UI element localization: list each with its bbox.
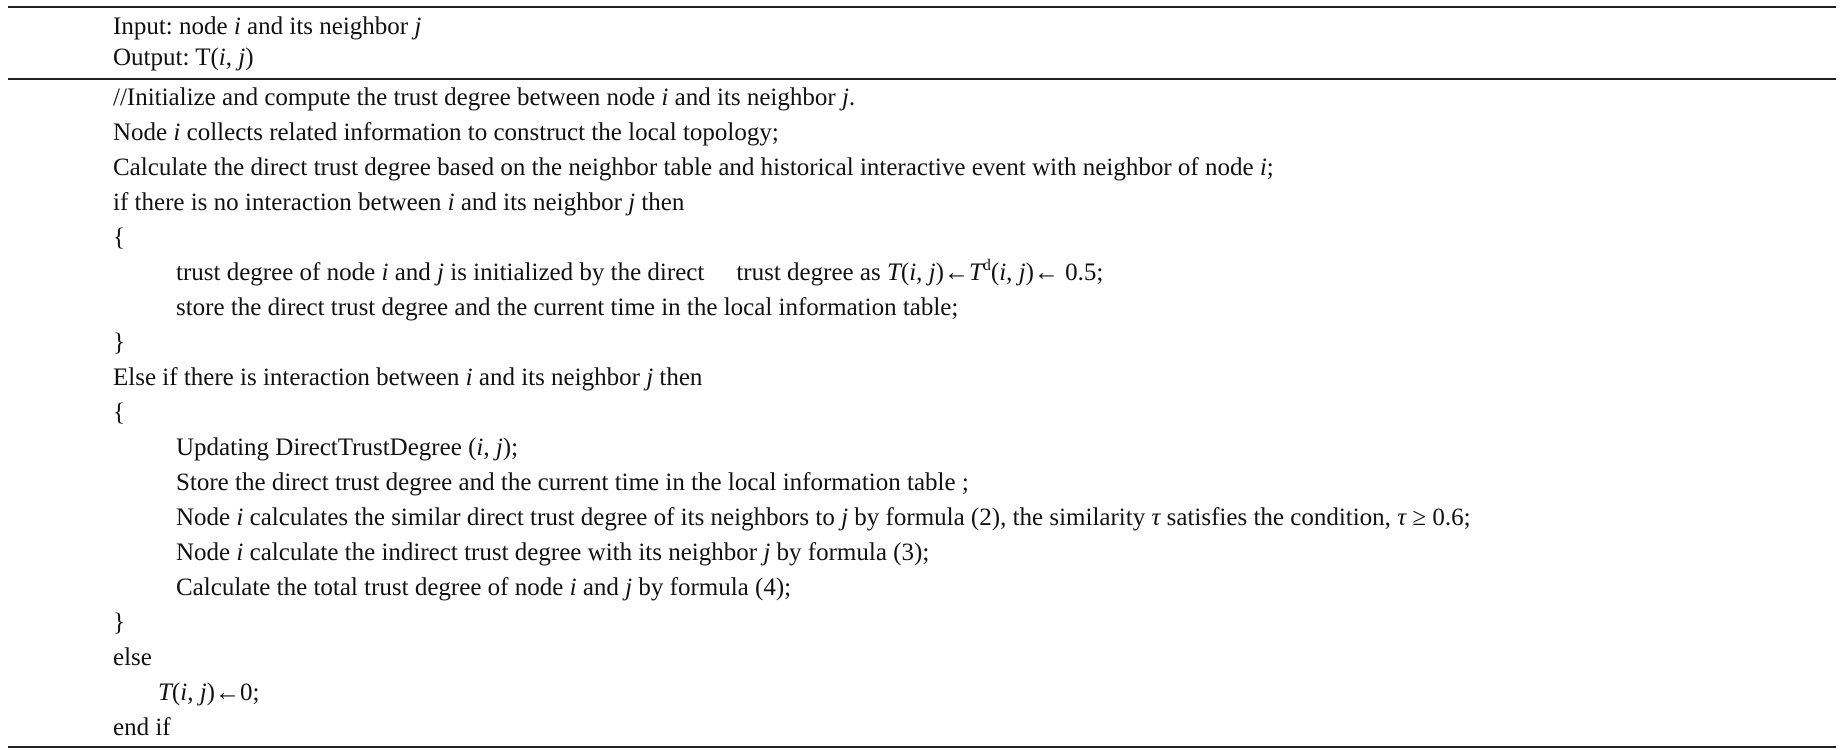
- close-brace: }: [113, 609, 125, 636]
- step-if: if there is no interaction between i and its neighbor j then: [113, 189, 685, 216]
- step-zero-trust: T(i, j)←0;: [158, 679, 260, 706]
- output-line: Output: T(i, j): [113, 44, 254, 71]
- step-else-if: Else if there is interaction between i and its neighbor j then: [113, 364, 703, 391]
- step-init-trust: trust degree of node i and j is initialized by the direct trust degree as T(i, $j)\leftarrow T^d(i$, j)← 0.5;: [176, 257, 1104, 286]
- step-update: Updating DirectTrustDegree (i, j);: [176, 434, 519, 461]
- step-indirect: Node i calculate the indirect trust degree with its neighbor j by formula (3);: [176, 539, 930, 566]
- header-rule: [8, 78, 1836, 80]
- algorithm-table: [8, 0, 1836, 750]
- step-else: else: [113, 644, 152, 671]
- top-rule: [8, 6, 1836, 8]
- open-brace: {: [113, 224, 125, 251]
- step-store: Store the direct trust degree and the current time in the local information table ;: [176, 469, 969, 496]
- step-comment: //Initialize and compute the trust degree between node i and its neighbor j.: [113, 84, 856, 111]
- step-similar: Node i calculates the similar direct trust degree of its neighbors to j by formula (2), the similarity τ satisfies the condition, τ ≥ 0.6;: [176, 504, 1471, 531]
- step-end-if: end if: [113, 714, 171, 741]
- step-total: Calculate the total trust degree of node i and j by formula (4);: [176, 574, 792, 601]
- open-brace: {: [113, 399, 125, 426]
- step-collect: Node i collects related information to construct the local topology;: [113, 119, 779, 146]
- step-store-direct: store the direct trust degree and the current time in the local information table;: [176, 294, 959, 321]
- input-line: Input: node i and its neighbor j: [113, 13, 422, 40]
- bottom-rule: [8, 746, 1836, 748]
- close-brace: }: [113, 329, 125, 356]
- step-calc-direct: Calculate the direct trust degree based on the neighbor table and historical interactive event with neighbor of node i;: [113, 154, 1274, 181]
